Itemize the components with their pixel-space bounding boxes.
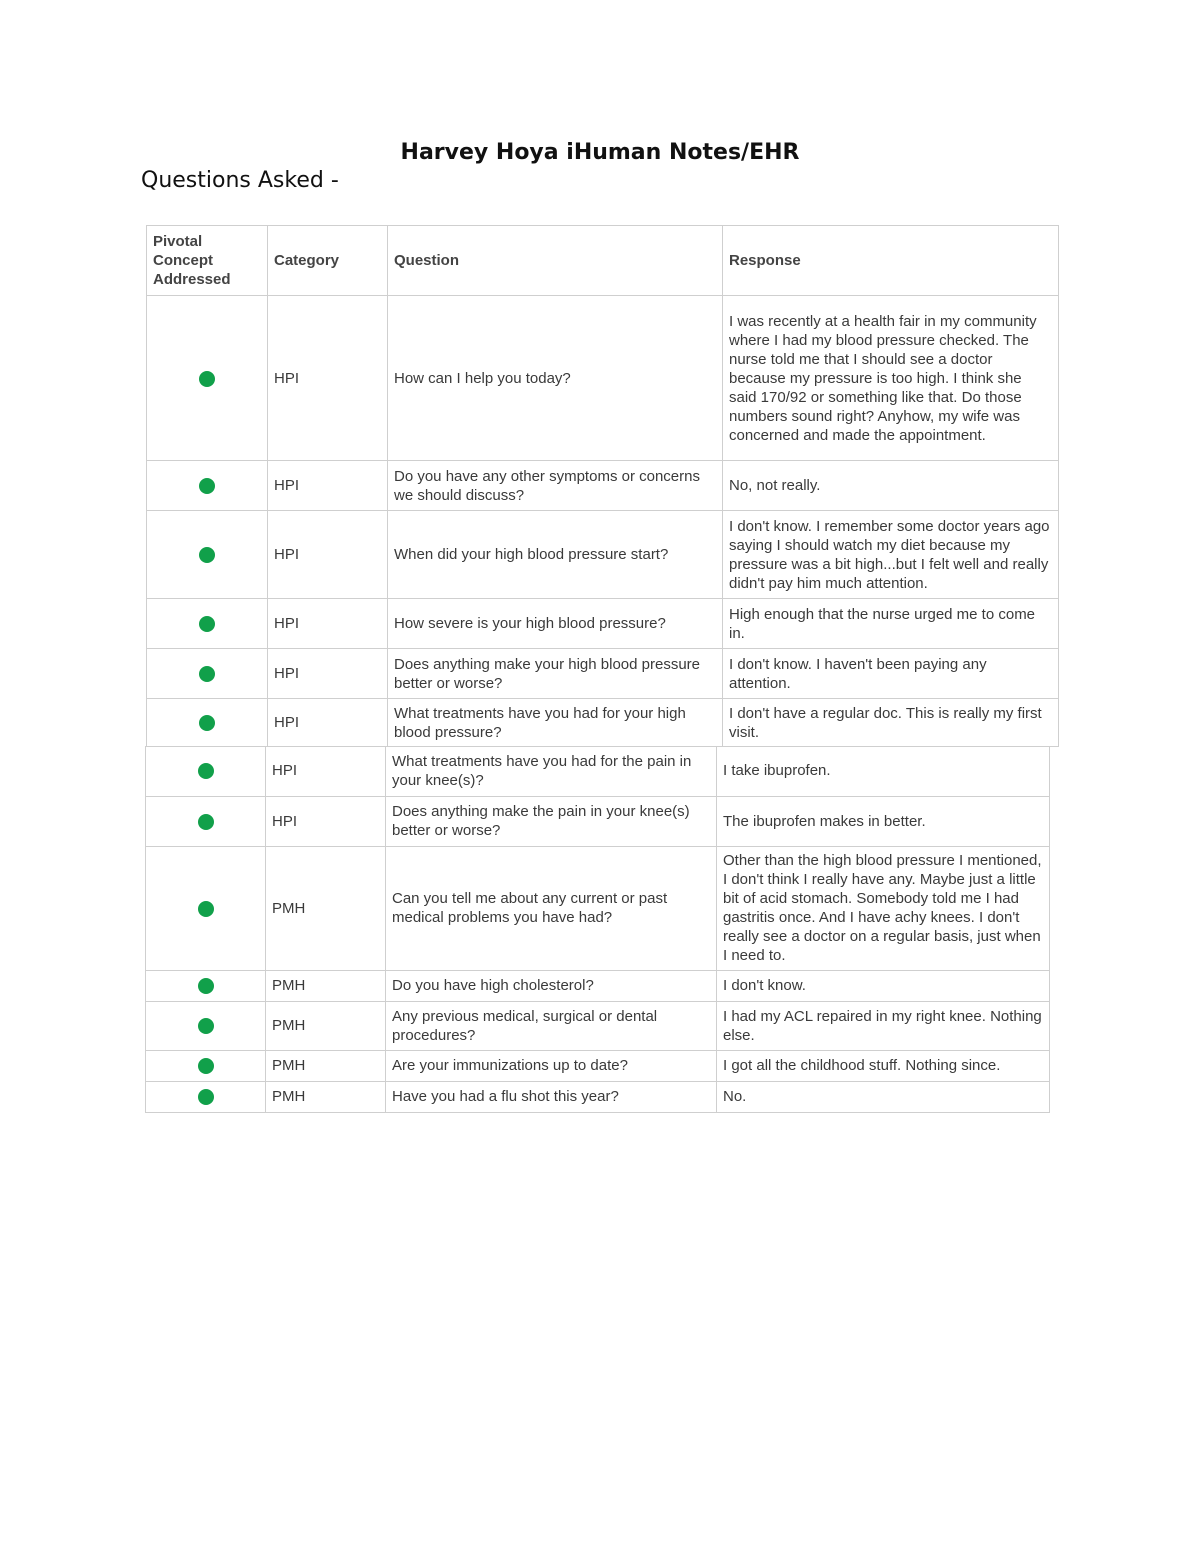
table-row bbox=[146, 796, 1050, 846]
pivotal-indicator-cell bbox=[146, 746, 266, 796]
table-row bbox=[147, 599, 1059, 649]
questions-table-continued bbox=[145, 746, 1050, 1113]
green-dot-icon bbox=[199, 478, 215, 494]
table-row bbox=[146, 1081, 1050, 1112]
category-cell: PMH bbox=[266, 846, 386, 970]
response-cell: I don't know. I haven't been paying any attention. bbox=[723, 649, 1059, 699]
category-cell: HPI bbox=[268, 511, 388, 599]
response-cell: I had my ACL repaired in my right knee. Nothing else. bbox=[717, 1001, 1050, 1050]
table-row bbox=[146, 1050, 1050, 1081]
question-cell: What treatments have you had for the pain in your knee(s)? bbox=[386, 746, 717, 796]
green-dot-icon bbox=[199, 715, 215, 731]
question-cell: How can I help you today? bbox=[388, 296, 723, 461]
category-cell: HPI bbox=[268, 649, 388, 699]
category-cell: PMH bbox=[266, 1001, 386, 1050]
pivotal-indicator-cell bbox=[146, 1081, 266, 1112]
header-category: Category bbox=[268, 226, 388, 296]
pivotal-indicator-cell bbox=[146, 1001, 266, 1050]
header-response: Response bbox=[723, 226, 1059, 296]
pivotal-indicator-cell bbox=[147, 599, 268, 649]
table-header-row bbox=[147, 226, 1059, 296]
response-cell: I don't have a regular doc. This is really my first visit. bbox=[723, 699, 1059, 747]
question-cell: Any previous medical, surgical or dental procedures? bbox=[386, 1001, 717, 1050]
pivotal-indicator-cell bbox=[147, 699, 268, 747]
category-cell: HPI bbox=[266, 796, 386, 846]
green-dot-icon bbox=[198, 1089, 214, 1105]
green-dot-icon bbox=[199, 547, 215, 563]
header-question: Question bbox=[388, 226, 723, 296]
table-row bbox=[146, 970, 1050, 1001]
green-dot-icon bbox=[198, 1058, 214, 1074]
green-dot-icon bbox=[198, 814, 214, 830]
table-row bbox=[147, 296, 1059, 461]
green-dot-icon bbox=[198, 1018, 214, 1034]
response-cell: Other than the high blood pressure I mentioned, I don't think I really have any. Maybe just a little bit of acid stomach. Somebody told me I had gastritis once. And I have achy knees. I don't really see a doctor on a regular basis, just when I need to. bbox=[717, 846, 1050, 970]
response-cell: High enough that the nurse urged me to come in. bbox=[723, 599, 1059, 649]
green-dot-icon bbox=[199, 666, 215, 682]
pivotal-indicator-cell bbox=[147, 461, 268, 511]
response-cell: I got all the childhood stuff. Nothing since. bbox=[717, 1050, 1050, 1081]
question-cell: Do you have high cholesterol? bbox=[386, 970, 717, 1001]
category-cell: HPI bbox=[268, 699, 388, 747]
table-row bbox=[146, 746, 1050, 796]
category-cell: PMH bbox=[266, 1050, 386, 1081]
question-cell: When did your high blood pressure start? bbox=[388, 511, 723, 599]
section-heading: Questions Asked - bbox=[141, 168, 339, 193]
question-cell: Are your immunizations up to date? bbox=[386, 1050, 717, 1081]
category-cell: HPI bbox=[266, 746, 386, 796]
pivotal-indicator-cell bbox=[146, 1050, 266, 1081]
table-row bbox=[146, 1001, 1050, 1050]
question-cell: What treatments have you had for your high blood pressure? bbox=[388, 699, 723, 747]
pivotal-indicator-cell bbox=[147, 296, 268, 461]
table-row bbox=[147, 649, 1059, 699]
table-row bbox=[147, 511, 1059, 599]
response-cell: I was recently at a health fair in my community where I had my blood pressure checked. The nurse told me that I should see a doctor because my pressure is too high. I think she said 170/92 or something like that. Do those numbers sound right? Anyhow, my wife was concerned and made the appointment. bbox=[723, 296, 1059, 461]
question-cell: Does anything make the pain in your knee(s) better or worse? bbox=[386, 796, 717, 846]
category-cell: PMH bbox=[266, 970, 386, 1001]
green-dot-icon bbox=[198, 978, 214, 994]
response-cell: I take ibuprofen. bbox=[717, 746, 1050, 796]
response-cell: No. bbox=[717, 1081, 1050, 1112]
header-pivotal: Pivotal Concept Addressed bbox=[147, 226, 268, 296]
response-cell: The ibuprofen makes in better. bbox=[717, 796, 1050, 846]
table-row bbox=[147, 699, 1059, 747]
green-dot-icon bbox=[199, 371, 215, 387]
questions-table-hpi bbox=[146, 225, 1059, 747]
green-dot-icon bbox=[198, 901, 214, 917]
response-cell: No, not really. bbox=[723, 461, 1059, 511]
pivotal-indicator-cell bbox=[146, 846, 266, 970]
response-cell: I don't know. bbox=[717, 970, 1050, 1001]
category-cell: HPI bbox=[268, 461, 388, 511]
response-cell: I don't know. I remember some doctor years ago saying I should watch my diet because my pressure was a bit high...but I felt well and really didn't pay him much attention. bbox=[723, 511, 1059, 599]
pivotal-indicator-cell bbox=[147, 511, 268, 599]
question-cell: How severe is your high blood pressure? bbox=[388, 599, 723, 649]
category-cell: HPI bbox=[268, 599, 388, 649]
pivotal-indicator-cell bbox=[146, 796, 266, 846]
question-cell: Can you tell me about any current or past medical problems you have had? bbox=[386, 846, 717, 970]
question-cell: Do you have any other symptoms or concerns we should discuss? bbox=[388, 461, 723, 511]
document-title: Harvey Hoya iHuman Notes/EHR bbox=[400, 140, 800, 165]
pivotal-indicator-cell bbox=[147, 649, 268, 699]
category-cell: PMH bbox=[266, 1081, 386, 1112]
green-dot-icon bbox=[198, 763, 214, 779]
table-row bbox=[146, 846, 1050, 970]
green-dot-icon bbox=[199, 616, 215, 632]
question-cell: Does anything make your high blood pressure better or worse? bbox=[388, 649, 723, 699]
category-cell: HPI bbox=[268, 296, 388, 461]
table-row bbox=[147, 461, 1059, 511]
pivotal-indicator-cell bbox=[146, 970, 266, 1001]
question-cell: Have you had a flu shot this year? bbox=[386, 1081, 717, 1112]
